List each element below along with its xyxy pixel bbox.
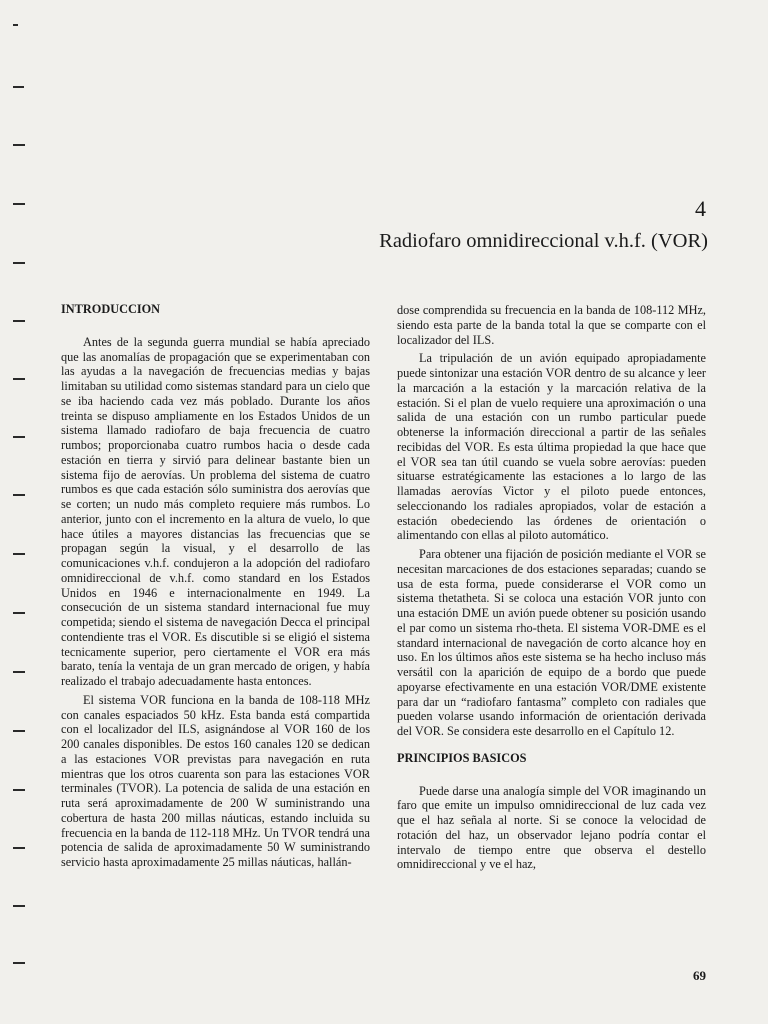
- paragraph: Antes de la segunda guerra mundial se había apreciado que las anomalías de propagación que se experimentaban con las ayudas a la navegación de frecuencias medias y bajas limitaban su utilidad como sistemas standard para un cielo que se iba haciendo cada vez más poblado. Durante los años treinta se dispuso ampliamente en los Estados Unidos de un sistema llamado radiofaro de baja frecuencia de cuatro rumbos; proporcionaba cuatro rumbos hacia o desde cada estación en tierra y sirvió para delinear bastante bien un sistema fijo de aerovías. Un problema del sistema de cuatro rumbos es que cada estación sólo suministra dos aerovías que se corten; un nudo más completo requiere más rumbos. Lo anterior, junto con el incremento en la altura de vuelo, lo que hace útiles a mayores distancias las frecuencias que se propagan según la visual, y el desarrollo de las comunicaciones v.h.f. condujeron a la adopción del radiofaro omnidireccional de v.h.f. como standard en los Estados Unidos en 1946 e internacionalmente en 1949. La consecución de un sistema standard internacional fue muy competida; siendo el sistema de navegación Decca el principal contendiente tras el VOR. Es discutible si se eligió el sistema tecnicamente superior, pero ciertamente el VOR era más barato, tenía la ventaja de un gran mercado de origen, y había realizado el trabajo adecuadamente hasta entonces.: [61, 334, 370, 688]
- margin-mark: [13, 905, 25, 907]
- chapter-number: 4: [695, 196, 706, 221]
- page-number: 69: [693, 968, 706, 983]
- binding-margin-marks: [0, 0, 40, 1024]
- margin-mark: [13, 378, 25, 380]
- paragraph: Puede darse una analogía simple del VOR imaginando un faro que emite un impulso omnidireccional de luz cada vez que el haz señala al norte. Si se conoce la velocidad de rotación del haz, un observador lejano podría contar el intervalo de tiempo entre que observa el destello omnidireccional y ve el haz,: [397, 783, 706, 872]
- margin-mark: [13, 436, 25, 438]
- section-heading-introduccion: INTRODUCCION: [61, 302, 161, 316]
- margin-mark: [13, 612, 25, 614]
- margin-mark: [13, 262, 25, 264]
- paragraph: La tripulación de un avión equipado apropiadamente puede sintonizar una estación VOR dentro de su alcance y leer la marcación a la estación y la marcación relativa de la estación. Si el plan de vuelo requiere una aproximación o una salida de una estación con un rumbo particular puede obtenerse la información direccional a partir de las señales recibidas del VOR. Es esta última propiedad la que hace que el VOR sea tan útil cuando se vuela sobre aerovías: pueden situarse estratégicamente las estaciones a lo largo de las llamadas aerovías Victor y el piloto puede entonces, seleccionando los radiales apropiados, volar de estación a estación obedeciendo las órdenes de orientación o alimentando con ellas al piloto automático.: [397, 351, 706, 543]
- margin-mark: [13, 671, 25, 673]
- paragraph: Para obtener una fijación de posición mediante el VOR se necesitan marcaciones de dos estaciones separadas; cuando se usa de esta forma, puede considerarse el VOR como un sistema thetatheta. Si se coloca una estación VOR junto con una estación DME un avión puede obtener su posición usando el par como un sistema rho-theta. El sistema VOR-DME es el standard internacional de navegación de corto alcance hoy en uso. En los últimos años este sistema se ha hecho incluso más versátil con la aparición de equipo de a bordo que puede apoyarse efectivamente en una estación VOR/DME existente para dar un “radiofaro fantasma” completo con radiales que pueden volarse usando información de orientación derivada del VOR. Se considera este desarrollo en el Capítulo 12.: [397, 547, 706, 738]
- margin-mark: [13, 730, 25, 732]
- margin-mark: [13, 144, 25, 146]
- margin-mark: [13, 789, 25, 791]
- margin-mark: [13, 494, 25, 496]
- margin-mark: [13, 320, 25, 322]
- paragraph: El sistema VOR funciona en la banda de 108-118 MHz con canales espaciados 50 kHz. Esta banda está compartida con el localizador del ILS, asignándose al VOR 160 de los 200 canales disponibles. De estos 160 canales 120 se dedican a las estaciones VOR previstas para navegación en ruta mientras que los otros cuarenta son para las estaciones VOR terminales (TVOR). La potencia de salida de una estación en ruta será aproximadamente de 200 W suministrando una cobertura de hasta 200 millas náuticas, estando incluida su frecuencia en la banda de 112-118 MHz. Un TVOR tendrá una potencia de salida de aproximadamente 50 W suministrando servicio hasta aproximadamente 25 millas náuticas, hallán-: [61, 692, 370, 869]
- margin-mark: [13, 962, 25, 964]
- paragraph: dose comprendida su frecuencia en la banda de 108-112 MHz, siendo esta parte de la banda total la que se comparte con el localizador del ILS.: [397, 303, 706, 347]
- margin-mark: [13, 86, 24, 88]
- section-heading-principios-basicos: PRINCIPIOS BASICOS: [397, 750, 527, 765]
- margin-mark: [13, 553, 25, 555]
- margin-mark: [13, 24, 18, 26]
- margin-mark: [13, 203, 25, 205]
- chapter-title: Radiofaro omnidireccional v.h.f. (VOR): [379, 230, 708, 252]
- margin-mark: [13, 847, 25, 849]
- left-column: [61, 302, 370, 874]
- right-column: [397, 303, 706, 876]
